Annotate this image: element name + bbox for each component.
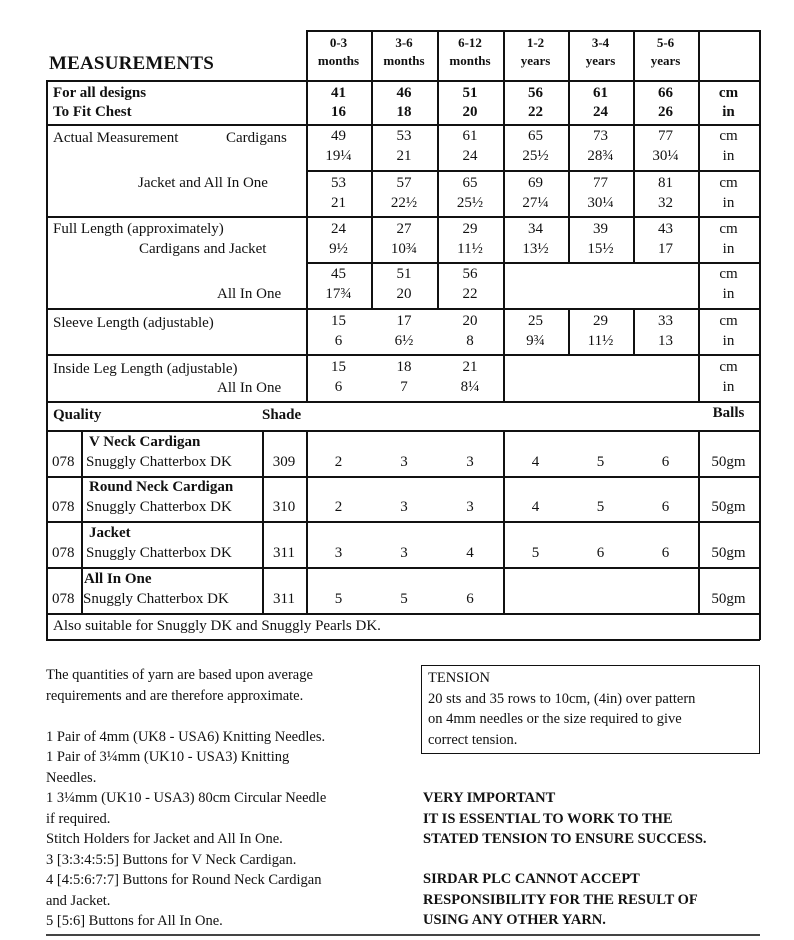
row-label: Sleeve Length (adjustable)	[53, 315, 214, 331]
cell-value: 69	[528, 175, 543, 191]
ball-weight: 50gm	[711, 591, 746, 607]
cell-value: 27	[396, 221, 412, 237]
materials-line: requirements and are therefore approximate.	[46, 687, 304, 704]
tension-line: correct tension.	[428, 731, 518, 748]
cell-value: 39	[593, 221, 608, 237]
cell-value: 15	[331, 359, 346, 375]
row-sublabel: Jacket and All In One	[138, 175, 268, 191]
cell-value: 53	[331, 175, 346, 191]
cell-value: 24	[331, 221, 346, 237]
ball-weight: 50gm	[711, 454, 746, 470]
row-sublabel: All In One	[217, 380, 282, 396]
cell-value: 51	[396, 266, 412, 282]
ball-count: 2	[334, 454, 343, 470]
cell-value: 77	[658, 128, 673, 144]
materials-line: Stitch Holders for Jacket and All In One.	[46, 831, 283, 847]
materials-line: if required.	[46, 810, 111, 827]
yarn-name: Snuggly Chatterbox DK	[86, 454, 232, 470]
important-line: STATED TENSION TO ENSURE SUCCESS.	[423, 831, 707, 847]
unit-label: cm	[719, 359, 738, 375]
unit-label: cm	[719, 266, 738, 282]
yarn-name: Snuggly Chatterbox DK	[86, 545, 232, 561]
cell-value: 8¼	[460, 379, 480, 395]
materials-line: The quantities of yarn are based upon average	[46, 667, 313, 683]
ball-weight: 50gm	[711, 499, 746, 515]
cell-value: 13½	[522, 241, 549, 257]
quality-code: 078	[52, 499, 75, 515]
unit-label: cm	[719, 175, 738, 191]
unit-label: in	[722, 195, 735, 211]
tension-box	[421, 665, 760, 754]
cell-value: 57	[396, 175, 412, 191]
unit-label: in	[722, 148, 735, 164]
cell-value: 11½	[587, 333, 614, 349]
materials-line: 5 [5:6] Buttons for All In One.	[46, 913, 223, 929]
cell-value: 24	[593, 104, 608, 120]
unit-label: cm	[719, 128, 738, 144]
col-header-top: 0-3	[329, 35, 348, 50]
cell-value: 25½	[456, 195, 484, 211]
cell-value: 17	[396, 313, 412, 329]
cell-value: 20	[462, 313, 478, 329]
quality-code: 078	[52, 545, 75, 561]
materials-line: Needles.	[46, 769, 97, 786]
ball-count: 5	[531, 545, 540, 561]
cell-value: 20	[396, 286, 412, 302]
ball-count: 4	[531, 499, 540, 515]
design-name: Jacket	[89, 525, 131, 541]
cell-value: 25½	[522, 148, 549, 164]
ball-count: 3	[466, 454, 474, 470]
cell-value: 10¾	[390, 241, 418, 257]
tension-line: on 4mm needles or the size required to give	[428, 711, 682, 727]
cell-value: 77	[593, 175, 608, 191]
ball-count: 6	[661, 545, 670, 561]
shade-header: Shade	[262, 407, 302, 423]
cell-value: 73	[593, 128, 608, 144]
shade-number: 311	[273, 591, 295, 607]
cell-value: 6½	[394, 333, 414, 349]
yarn-name: Snuggly Chatterbox DK	[83, 591, 229, 607]
unit-label: in	[722, 379, 735, 395]
ball-count: 3	[334, 545, 343, 561]
ball-count: 2	[334, 499, 343, 515]
cell-value: 9¾	[526, 333, 545, 349]
cell-value: 56	[528, 85, 543, 101]
cell-value: 22	[528, 104, 543, 120]
col-header-bottom: years	[520, 53, 551, 68]
unit-label: cm	[718, 85, 739, 101]
ball-count: 5	[400, 591, 408, 607]
disclaimer-line: RESPONSIBILITY FOR THE RESULT OF	[423, 891, 698, 908]
materials-line	[46, 706, 326, 727]
cell-value: 13	[658, 333, 673, 349]
cell-value: 22	[462, 286, 478, 302]
cell-value: 20	[462, 104, 478, 120]
cell-value: 27¼	[522, 195, 549, 211]
cell-value: 66	[658, 85, 673, 101]
row-label: Actual Measurement	[53, 130, 179, 146]
ball-count: 5	[334, 591, 343, 607]
cell-value: 32	[658, 195, 673, 211]
tension-line: 20 sts and 35 rows to 10cm, (4in) over pattern	[428, 690, 696, 707]
cell-value: 18	[396, 104, 412, 120]
cell-value: 26	[658, 104, 673, 120]
important-line: IT IS ESSENTIAL TO WORK TO THE	[423, 810, 673, 827]
materials-line: 3 [3:3:4:5:5] Buttons for V Neck Cardigan.	[46, 851, 297, 868]
unit-label: in	[722, 286, 735, 302]
cell-value: 53	[396, 128, 412, 144]
quality-header: Quality	[53, 407, 102, 423]
cell-value: 34	[528, 221, 543, 237]
design-name: All In One	[84, 571, 152, 587]
cell-value: 61	[593, 85, 608, 101]
cell-value: 21	[331, 195, 346, 211]
ball-count: 6	[596, 545, 605, 561]
design-name: V Neck Cardigan	[89, 434, 201, 450]
cell-value: 46	[396, 85, 412, 101]
ball-count: 4	[531, 454, 540, 470]
cell-value: 29	[593, 313, 608, 329]
unit-label: cm	[719, 313, 738, 329]
balls-header: Balls	[712, 405, 745, 421]
cell-value: 11½	[457, 241, 483, 257]
col-header-top: 1-2	[526, 35, 545, 50]
cell-value: 6	[334, 379, 343, 395]
cell-value: 43	[658, 221, 673, 237]
cell-value: 61	[462, 128, 478, 144]
disclaimer-line: USING ANY OTHER YARN.	[423, 912, 606, 928]
cell-value: 30¼	[587, 195, 614, 211]
materials-line: 1 3¼mm (UK10 - USA3) 80cm Circular Needle	[46, 790, 327, 806]
cell-value: 28¾	[587, 148, 614, 164]
row-label: Full Length (approximately)	[53, 221, 224, 237]
materials-line: 1 Pair of 3¼mm (UK10 - USA3) Knitting	[46, 749, 290, 765]
cell-value: 25	[528, 313, 543, 329]
ball-count: 3	[400, 499, 408, 515]
col-header-bottom: years	[585, 53, 616, 68]
materials-line: 1 Pair of 4mm (UK8 - USA6) Knitting Needles.	[46, 728, 326, 745]
row-label: For all designs	[53, 85, 147, 101]
col-header-top: 6-12	[458, 35, 482, 50]
cell-value: 6	[334, 333, 343, 349]
cell-value: 56	[462, 266, 478, 282]
cell-value: 33	[658, 313, 673, 329]
cell-value: 65	[462, 175, 478, 191]
ball-count: 3	[466, 499, 474, 515]
cell-value: 21	[462, 359, 478, 375]
bottom-rule	[46, 934, 760, 936]
also-suitable-note: Also suitable for Snuggly DK and Snuggly Pearls DK.	[53, 618, 381, 634]
cell-value: 8	[466, 333, 474, 349]
cell-value: 51	[462, 85, 478, 101]
ball-count: 4	[466, 545, 474, 561]
unit-label: in	[722, 333, 735, 349]
tension-title: TENSION	[428, 670, 491, 686]
row-sublabel: Cardigans	[226, 130, 287, 146]
important-notice	[423, 788, 707, 850]
cell-value: 45	[331, 266, 346, 282]
quality-code: 078	[52, 591, 75, 607]
col-header-top: 3-4	[591, 35, 610, 50]
ball-count: 5	[596, 499, 605, 515]
ball-weight: 50gm	[711, 545, 746, 561]
ball-count: 6	[661, 454, 670, 470]
page-title: MEASUREMENTS	[49, 53, 214, 74]
disclaimer-line: SIRDAR PLC CANNOT ACCEPT	[423, 871, 640, 887]
ball-count: 6	[466, 591, 474, 607]
design-name: Round Neck Cardigan	[89, 479, 234, 495]
cell-value: 21	[396, 148, 412, 164]
ball-count: 3	[400, 545, 408, 561]
cell-value: 24	[462, 148, 478, 164]
shade-number: 311	[273, 545, 295, 561]
cell-value: 19¼	[325, 148, 352, 164]
unit-label: cm	[719, 221, 738, 237]
row-label: Inside Leg Length (adjustable)	[53, 361, 238, 377]
row-sublabel: All In One	[217, 286, 282, 302]
cell-value: 17	[658, 241, 673, 257]
cell-value: 9½	[329, 241, 348, 257]
col-header-top: 5-6	[656, 35, 675, 50]
col-header-top: 3-6	[395, 35, 413, 50]
cell-value: 29	[462, 221, 478, 237]
unit-label: in	[722, 241, 735, 257]
materials-line: and Jacket.	[46, 892, 111, 909]
cell-value: 7	[400, 379, 408, 395]
cell-value: 15	[331, 313, 346, 329]
row-label: To Fit Chest	[53, 104, 132, 120]
cell-value: 41	[331, 85, 346, 101]
cell-value: 16	[331, 104, 346, 120]
important-line: VERY IMPORTANT	[423, 790, 556, 806]
disclaimer	[423, 869, 698, 931]
cell-value: 81	[658, 175, 673, 191]
yarn-name: Snuggly Chatterbox DK	[86, 499, 232, 515]
shade-number: 310	[272, 499, 296, 515]
ball-count: 5	[596, 454, 605, 470]
materials-list	[46, 665, 326, 932]
col-header-bottom: months	[317, 53, 360, 68]
cell-value: 49	[331, 128, 346, 144]
shade-number: 309	[272, 454, 296, 470]
ball-count: 3	[400, 454, 408, 470]
col-header-bottom: months	[383, 53, 425, 68]
quality-code: 078	[52, 454, 75, 470]
ball-count: 6	[661, 499, 670, 515]
materials-line: 4 [4:5:6:7:7] Buttons for Round Neck Cardigan	[46, 872, 322, 888]
cell-value: 22½	[390, 195, 418, 211]
unit-label: in	[722, 104, 735, 120]
cell-value: 17¾	[325, 286, 352, 302]
row-sublabel: Cardigans and Jacket	[139, 241, 267, 257]
cell-value: 30¼	[652, 148, 679, 164]
cell-value: 15½	[587, 241, 614, 257]
cell-value: 18	[396, 359, 412, 375]
cell-value: 65	[528, 128, 543, 144]
col-header-bottom: months	[449, 53, 491, 68]
col-header-bottom: years	[650, 53, 681, 68]
